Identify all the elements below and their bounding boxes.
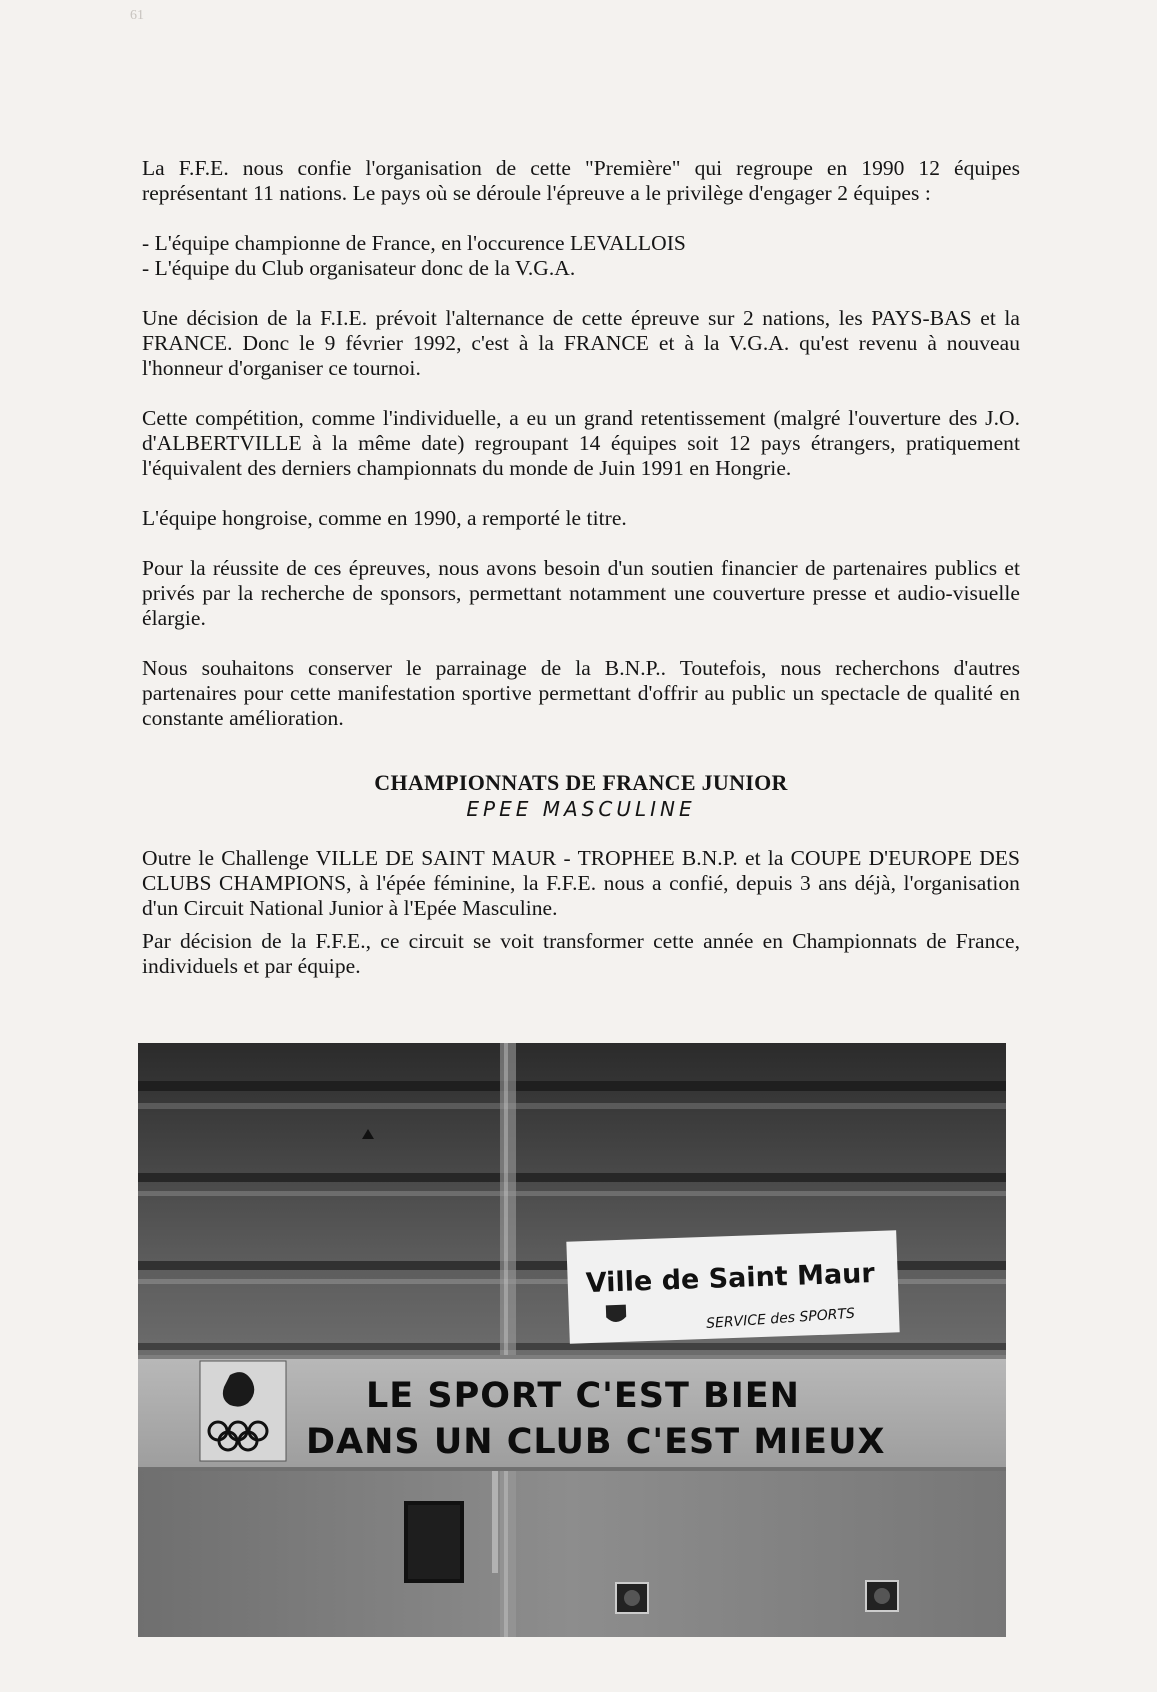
section-title: CHAMPIONNATS DE FRANCE JUNIOR bbox=[374, 770, 788, 795]
banner-line-2: DANS UN CLUB C'EST MIEUX bbox=[306, 1422, 886, 1462]
photo-banner bbox=[138, 1043, 1006, 1637]
intro-paragraph-2: Une décision de la F.I.E. prévoit l'alternance de cette épreuve sur 2 nations, les PAYS-BAS et la FRANCE. Donc le 9 février 1992, c'est à la FRANCE et à la V.G.A. qu'est revenu à nouveau l'honneur d'organiser ce tournoi. bbox=[142, 306, 1020, 380]
intro-paragraph-3: Cette compétition, comme l'individuelle, a eu un grand retentissement (malgré l'ouverture des J.O. d'ALBERTVILLE à la même date) regroupant 14 équipes soit 12 pays étrangers, pratiquement l'équivalent des derniers championnats du monde de Juin 1991 en Hongrie. bbox=[142, 406, 1020, 480]
section-subtitle: EPEE MASCULINE bbox=[466, 797, 696, 821]
section-paragraph-2: Par décision de la F.F.E., ce circuit se voit transformer cette année en Championnats de France, individuels et par équipe. bbox=[142, 929, 1020, 978]
section-text bbox=[142, 846, 1020, 979]
sign-subtitle: SERVICE des SPORTS bbox=[705, 1305, 856, 1333]
intro-paragraph-5: Pour la réussite de ces épreuves, nous avons besoin d'un soutien financier de partenaires publics et privés par la recherche de sponsors, permettant notamment une couverture presse et audio-visuelle élargie. bbox=[142, 556, 1020, 630]
intro-text bbox=[142, 156, 1020, 731]
section-paragraph-1: Outre le Challenge VILLE DE SAINT MAUR - TROPHEE B.N.P. et la COUPE D'EUROPE DES CLUBS CHAMPIONS, à l'épée féminine, la F.F.E. nous a confié, depuis 3 ans déjà, l'organisation d'un Circuit National Junior à l'Epée Masculine. bbox=[142, 846, 1020, 920]
page-corner-mark: 61 bbox=[130, 8, 144, 23]
intro-list-item-1: - L'équipe championne de France, en l'occurence LEVALLOIS bbox=[142, 231, 686, 255]
intro-paragraph-4: L'équipe hongroise, comme en 1990, a remporté le titre. bbox=[142, 506, 627, 530]
intro-list-item-2: - L'équipe du Club organisateur donc de la V.G.A. bbox=[142, 256, 576, 280]
banner-line-1: LE SPORT C'EST BIEN bbox=[366, 1376, 800, 1416]
intro-paragraph-1: La F.F.E. nous confie l'organisation de cette "Première" qui regroupe en 1990 12 équipes représentant 11 nations. Le pays où se déroule l'épreuve a le privilège d'engager 2 équipes : bbox=[142, 156, 1020, 205]
intro-paragraph-6: Nous souhaitons conserver le parrainage de la B.N.P.. Toutefois, nous recherchons d'autres partenaires pour cette manifestation sportive permettant d'offrir au public un spectacle de qualité en constante amélioration. bbox=[142, 656, 1020, 730]
sign-title: Ville de Saint Maur bbox=[585, 1258, 876, 1300]
